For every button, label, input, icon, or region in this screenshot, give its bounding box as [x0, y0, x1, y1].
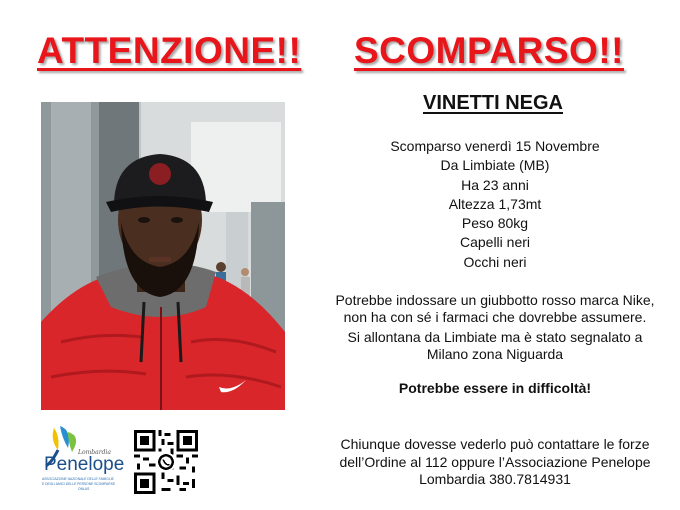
danger-warning: Potrebbe essere in difficoltà!: [398, 380, 592, 396]
situation-description: [300, 292, 680, 363]
height: Altezza 1,73mt: [448, 195, 542, 212]
description-line: Potrebbe indossare un giubbotto rosso marca Nike,: [335, 292, 655, 308]
hair-color: Capelli neri: [459, 234, 531, 251]
logo-name: Penelope: [44, 454, 125, 475]
age: Ha 23 anni: [461, 176, 529, 193]
attention-headline: ATTENZIONE!!: [37, 30, 302, 71]
logo-tagline-3: ONLUS: [78, 487, 90, 491]
contact-line: dell’Ordine al 112 oppure l’Associazione Penelope: [339, 453, 651, 470]
logo-script: Lombardia: [78, 449, 111, 456]
qr-code-icon: [134, 430, 198, 494]
missing-headline: SCOMPARSO!!: [354, 30, 624, 71]
person-photo: [41, 102, 285, 410]
person-details: [300, 137, 680, 272]
contact-line: Chiunque dovesse vederlo può contattare le forze: [340, 436, 650, 452]
person-name: VINETTI NEGA: [422, 92, 563, 114]
missing-date: Scomparso venerdì 15 Novembre: [390, 138, 600, 154]
weight: Peso 80kg: [461, 215, 529, 232]
logo-tagline-2: E DEGLI AMICI DELLE PERSONE SCOMPARSE: [42, 482, 116, 486]
contact-info: [300, 436, 680, 489]
contact-line: Lombardia 380.7814931: [419, 471, 571, 487]
logo-tagline-1: ASSOCIAZIONE NAZIONALE DELLE FAMIGLIE: [42, 477, 114, 481]
origin-town: Da Limbiate (MB): [440, 157, 550, 174]
description-line: non ha con sé i farmaci che dovrebbe assumere.: [343, 309, 647, 325]
description-line: Milano zona Niguarda: [426, 346, 564, 362]
whatsapp-icon: [156, 452, 176, 472]
description-line: Si allontana da Limbiate ma è stato segnalato a: [347, 329, 643, 345]
penelope-logo: [38, 422, 130, 494]
eye-color: Occhi neri: [463, 253, 527, 270]
